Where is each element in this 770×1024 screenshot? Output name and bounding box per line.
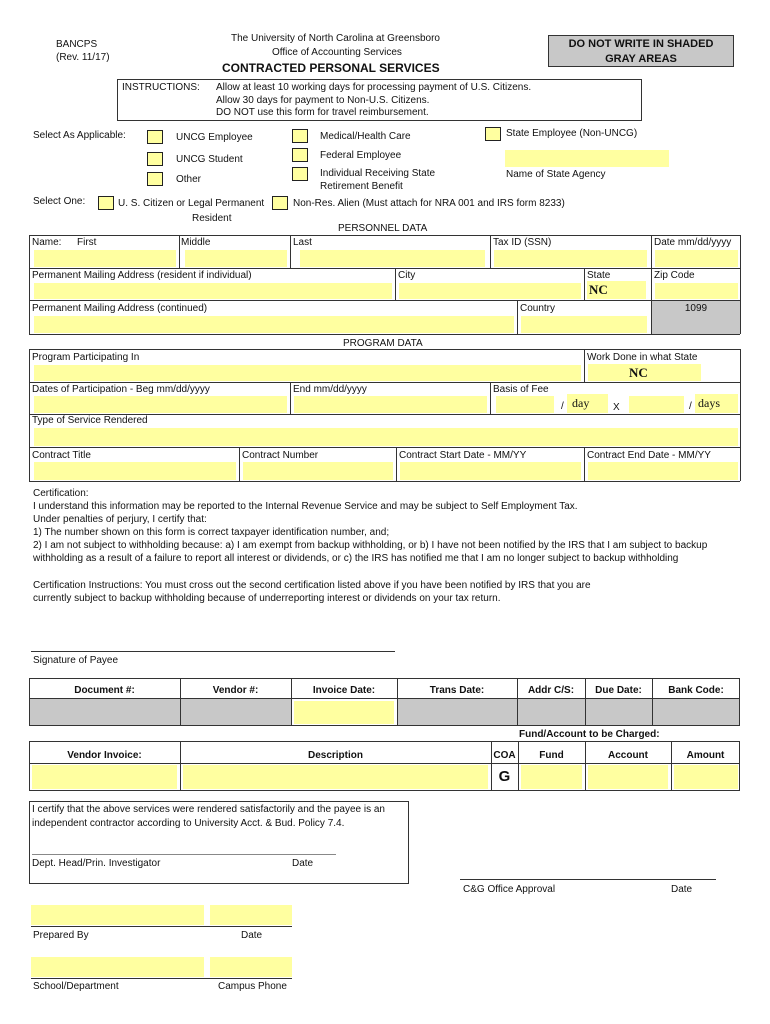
- vendor-number-header: Vendor #:: [212, 685, 259, 696]
- select-applicable-label: Select As Applicable:: [33, 130, 126, 141]
- dept-head-label[interactable]: Dept. Head/Prin. Investigator: [32, 858, 161, 869]
- basis-fee-label: Basis of Fee: [493, 384, 549, 395]
- certification-line3: 1) The number shown on this form is correct taxpayer identification number, and;: [33, 527, 390, 538]
- tax-id-input[interactable]: [494, 250, 647, 267]
- medical-checkbox[interactable]: [292, 129, 308, 143]
- vendor-number-cell: [181, 699, 291, 725]
- due-date-header: Due Date:: [595, 685, 642, 696]
- university-name: The University of North Carolina at Greensboro: [231, 33, 440, 44]
- fund-header: Fund: [539, 750, 564, 761]
- state-value: NC: [589, 282, 608, 297]
- name-label: Name:: [32, 237, 62, 248]
- campus-phone-input[interactable]: [210, 957, 292, 977]
- date-input[interactable]: [655, 250, 738, 267]
- contract-end-label: Contract End Date - MM/YY: [587, 450, 711, 461]
- fee-period-input[interactable]: [695, 394, 738, 413]
- dates-beg-input[interactable]: [34, 396, 287, 413]
- due-date-cell: [586, 699, 652, 725]
- zip-label: Zip Code: [654, 270, 695, 281]
- program-data-heading: PROGRAM DATA: [343, 338, 423, 349]
- country-label: Country: [520, 303, 556, 314]
- personnel-data-heading: PERSONNEL DATA: [338, 223, 428, 234]
- invoice-date-input[interactable]: [294, 701, 394, 724]
- address-input[interactable]: [34, 283, 392, 299]
- approval-box: [29, 801, 409, 884]
- select-one-label: Select One:: [33, 196, 86, 207]
- account-input[interactable]: [588, 765, 668, 789]
- state-label: State: [587, 270, 611, 281]
- uncg-employee-checkbox[interactable]: [147, 130, 163, 144]
- service-type-input[interactable]: [34, 428, 738, 446]
- middle-name-input[interactable]: [185, 250, 287, 267]
- other-checkbox[interactable]: [147, 172, 163, 186]
- bank-code-header: Bank Code:: [668, 685, 724, 696]
- coa-value: G: [498, 768, 511, 785]
- school-department-label: School/Department: [33, 981, 119, 992]
- state-retirement-label-2: Retirement Benefit: [320, 181, 403, 192]
- instructions-line3: DO NOT use this form for travel reimbursement.: [216, 107, 429, 118]
- form-revision: (Rev. 11/17): [56, 52, 110, 63]
- fee-slash-2: /: [689, 401, 692, 412]
- prepared-by-input[interactable]: [31, 905, 204, 925]
- contract-title-input[interactable]: [34, 462, 236, 480]
- addr-cs-header: Addr C/S:: [527, 685, 575, 696]
- fund-account-heading: Fund/Account to be Charged:: [519, 729, 660, 740]
- country-input[interactable]: [521, 316, 647, 333]
- us-citizen-label-1: U. S. Citizen or Legal Permanent: [118, 198, 265, 209]
- campus-phone-label: Campus Phone: [218, 981, 287, 992]
- federal-employee-label: Federal Employee: [320, 150, 402, 161]
- certification-instructions-1: Certification Instructions: You must cross out the second certification listed above if you have been notified by IRS that you are: [33, 580, 591, 591]
- last-name-label: Last: [293, 237, 312, 248]
- certification-line4: 2) I am not subject to withholding because: a) I am exempt from backup withholding, or b) I have not been notified by the IRS that I am subject to backup: [33, 540, 708, 551]
- contract-start-label: Contract Start Date - MM/YY: [399, 450, 527, 461]
- contract-start-input[interactable]: [400, 462, 581, 480]
- approval-certify-2: independent contractor according to University Acct. & Bud. Policy 7.4.: [32, 818, 345, 829]
- do-not-write-line2: GRAY AREAS: [605, 53, 677, 65]
- instructions-line2: Allow 30 days for payment to Non-U.S. Citizens.: [216, 95, 430, 106]
- middle-name-label: Middle: [181, 237, 211, 248]
- uncg-student-label: UNCG Student: [176, 154, 243, 165]
- certification-heading: Certification:: [33, 488, 89, 499]
- city-label: City: [398, 270, 416, 281]
- state-agency-label: Name of State Agency: [506, 169, 606, 180]
- fee-count-input[interactable]: [629, 396, 684, 413]
- form-1099-label: 1099: [684, 303, 708, 314]
- address2-input[interactable]: [34, 316, 514, 333]
- cg-office-date-label: Date: [671, 884, 693, 895]
- dates-beg-label: Dates of Participation - Beg mm/dd/yyyy: [32, 384, 210, 395]
- uncg-employee-label: UNCG Employee: [176, 132, 253, 143]
- work-state-input[interactable]: [588, 364, 701, 381]
- signature-payee-label[interactable]: Signature of Payee: [33, 655, 119, 666]
- city-input[interactable]: [399, 283, 581, 299]
- certification-line2: Under penalties of perjury, I certify that:: [33, 514, 207, 525]
- program-participating-input[interactable]: [34, 365, 581, 381]
- end-date-input[interactable]: [294, 396, 487, 413]
- last-name-input[interactable]: [300, 250, 485, 267]
- certification-line5: withholding as a result of a failure to report all interest or dividends, or c) the IRS has notified me that I am no longer subject to backup withholding: [33, 553, 679, 564]
- document-number-cell: [30, 699, 180, 725]
- nonres-alien-checkbox[interactable]: [272, 196, 288, 210]
- do-not-write-box: [548, 35, 734, 67]
- fee-times: X: [613, 402, 620, 413]
- office-name: Office of Accounting Services: [272, 47, 402, 58]
- work-state-label: Work Done in what State: [587, 352, 698, 363]
- approval-certify-1: I certify that the above services were rendered satisfactorily and the payee is an: [32, 804, 385, 815]
- description-input[interactable]: [183, 765, 488, 789]
- program-participating-label: Program Participating In: [32, 352, 140, 363]
- certification-line1: I understand this information may be reported to the Internal Revenue Service and may be subject to Self Employment Tax.: [33, 501, 578, 512]
- state-retirement-label-1: Individual Receiving State: [320, 168, 436, 179]
- first-name-label: First: [77, 237, 97, 248]
- uncg-student-checkbox[interactable]: [147, 152, 163, 166]
- state-retirement-checkbox[interactable]: [292, 167, 308, 181]
- prepared-by-label: Prepared By: [33, 930, 89, 941]
- nonres-alien-label: Non-Res. Alien (Must attach for NRA 001 and IRS form 8233): [293, 198, 565, 209]
- state-input[interactable]: [587, 281, 646, 299]
- invoice-date-header: Invoice Date:: [312, 685, 376, 696]
- description-header: Description: [307, 750, 363, 761]
- amount-input[interactable]: [674, 765, 738, 789]
- contract-number-label: Contract Number: [242, 450, 319, 461]
- end-date-label: End mm/dd/yyyy: [293, 384, 367, 395]
- vendor-invoice-input[interactable]: [32, 765, 177, 789]
- federal-employee-checkbox[interactable]: [292, 148, 308, 162]
- fund-input[interactable]: [521, 765, 582, 789]
- address2-label: Permanent Mailing Address (continued): [32, 303, 208, 314]
- fee-unit-value: day: [572, 396, 590, 410]
- dept-head-date-label: Date: [292, 858, 314, 869]
- school-department-input[interactable]: [31, 957, 204, 977]
- document-number-header: Document #:: [74, 685, 135, 696]
- form-id: BANCPS: [56, 39, 98, 50]
- trans-date-header: Trans Date:: [429, 685, 485, 696]
- tax-id-label: Tax ID (SSN): [493, 237, 552, 248]
- contract-title-label: Contract Title: [32, 450, 91, 461]
- address-label: Permanent Mailing Address (resident if individual): [32, 270, 252, 281]
- trans-date-cell: [398, 699, 517, 725]
- us-citizen-label-2: Resident: [192, 213, 232, 224]
- account-header: Account: [608, 750, 648, 761]
- instructions-box: [117, 79, 642, 121]
- do-not-write-line1: DO NOT WRITE IN SHADED: [568, 38, 714, 50]
- contract-end-input[interactable]: [588, 462, 738, 480]
- state-agency-input[interactable]: [505, 150, 669, 167]
- state-employee-label: State Employee (Non-UNCG): [506, 128, 638, 139]
- contract-number-input[interactable]: [243, 462, 393, 480]
- instructions-label: INSTRUCTIONS:: [122, 82, 200, 93]
- medical-label: Medical/Health Care: [320, 131, 411, 142]
- date-label: Date mm/dd/yyyy: [654, 237, 732, 248]
- first-name-input[interactable]: [34, 250, 176, 267]
- work-state-value: NC: [629, 365, 648, 380]
- us-citizen-checkbox[interactable]: [98, 196, 114, 210]
- fee-unit-input[interactable]: [567, 394, 608, 413]
- fee-slash-1: /: [561, 401, 564, 412]
- prepared-date-input[interactable]: [210, 905, 292, 925]
- bank-code-cell: [653, 699, 739, 725]
- service-type-label: Type of Service Rendered: [32, 415, 148, 426]
- certification-instructions-2: currently subject to backup withholding because of underreporting interest or dividends on your tax return.: [33, 593, 501, 604]
- state-employee-checkbox[interactable]: [485, 127, 501, 141]
- zip-input[interactable]: [655, 283, 738, 299]
- coa-header: COA: [493, 750, 516, 761]
- vendor-invoice-header: Vendor Invoice:: [67, 750, 142, 761]
- addr-cs-cell: [518, 699, 585, 725]
- form-1099-box: [652, 301, 740, 334]
- other-label: Other: [176, 174, 202, 185]
- form-title: CONTRACTED PERSONAL SERVICES: [222, 61, 440, 75]
- cg-office-approval-label[interactable]: C&G Office Approval: [463, 884, 556, 895]
- fee-amount-input[interactable]: [496, 396, 554, 413]
- fee-period-value: days: [698, 396, 720, 410]
- instructions-line1: Allow at least 10 working days for processing payment of U.S. Citizens.: [216, 82, 532, 93]
- prepared-date-label: Date: [241, 930, 263, 941]
- amount-header: Amount: [686, 750, 725, 761]
